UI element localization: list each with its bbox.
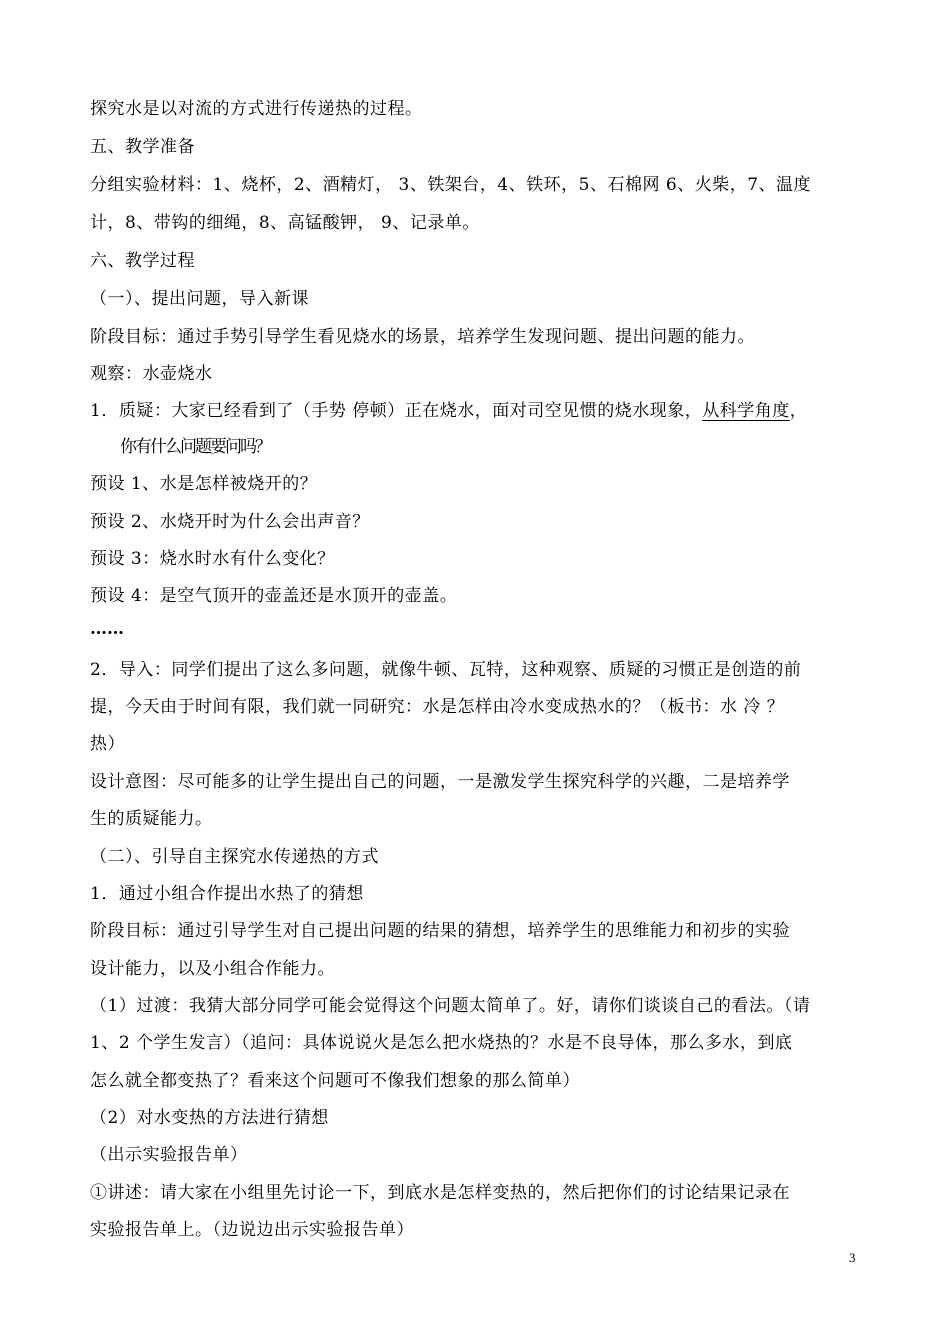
ellipsis: …… [90,619,124,639]
text-line: （出示实验报告单） [90,1145,248,1165]
text-line: 分组实验材料：1、烧杯，2、酒精灯， 3、铁架台，4、铁环，5、石棉网 6、火柴，7、温度 [90,175,812,195]
text-line: 预设 2、水烧开时为什么会出声音？ [90,512,370,532]
text-line: 设计意图：尽可能多的让学生提出自己的问题，一是激发学生探究科学的兴趣，二是培养学 [90,772,790,792]
text-span: ， [789,401,808,421]
text-line [90,400,870,422]
text-span: 1．质疑：大家已经看到了（手势 停顿）正在烧水，面对司空见惯的烧水现象， [90,401,703,421]
section-heading: 五、教学准备 [90,137,195,157]
text-line: 设计能力，以及小组合作能力。 [90,959,335,979]
subsection-heading: （二）、引导自主探究水传递热的方式 [90,847,379,867]
text-line: 提，今天由于时间有限，我们就一同研究：水是怎样由冷水变成热水的？（板书：水 冷 ？ [90,697,785,717]
text-line: 观察：水壶烧水 [90,364,213,384]
text-line: 怎么就全都变热了？看来这个问题可不像我们想象的那么简单） [90,1071,580,1091]
text-line: 预设 1、水是怎样被烧开的？ [90,474,318,494]
underlined-text: 从科学角度 [702,401,790,421]
text-line: 实验报告单上。（边说边出示实验报告单） [90,1220,414,1240]
text-line: 热） [90,734,125,754]
text-line: 计，8、带钩的细绳，8、高锰酸钾， 9、记录单。 [90,213,480,233]
text-line: 预设 4：是空气顶开的壶盖还是水顶开的壶盖。 [90,586,458,606]
text-line: 阶段目标：通过引导学生对自己提出问题的结果的猜想，培养学生的思维能力和初步的实验 [90,921,790,941]
text-line: 1、2 个学生发言）（追问：具体说说火是怎么把水烧热的？水是不良导体，那么多水，到底 [90,1033,793,1053]
subsection-heading: （一）、提出问题，导入新课 [90,289,309,309]
text-line: （1）过渡：我猜大部分同学可能会觉得这个问题太简单了。好，请你们谈谈自己的看法。（请 [90,996,811,1016]
text-line: 1．通过小组合作提出水热了的猜想 [90,884,364,904]
text-line: 探究水是以对流的方式进行传递热的过程。 [90,99,423,119]
text-line: 2．导入：同学们提出了这么多问题，就像牛顿、瓦特，这种观察、质疑的习惯正是创造的前 [90,660,802,680]
text-line: 你有什么问题要问吗？ [120,437,270,457]
text-line: （2）对水变热的方法进行猜想 [90,1108,329,1128]
text-line: 生的质疑能力。 [90,809,213,829]
text-line: 阶段目标：通过手势引导学生看见烧水的场景，培养学生发现问题、提出问题的能力。 [90,327,755,347]
text-line: 预设 3：烧水时水有什么变化？ [90,549,335,569]
page-number: 3 [849,1250,856,1265]
section-heading: 六、教学过程 [90,251,195,271]
text-line: ①讲述：请大家在小组里先讨论一下，到底水是怎样变热的，然后把你们的讨论结果记录在 [90,1183,790,1203]
